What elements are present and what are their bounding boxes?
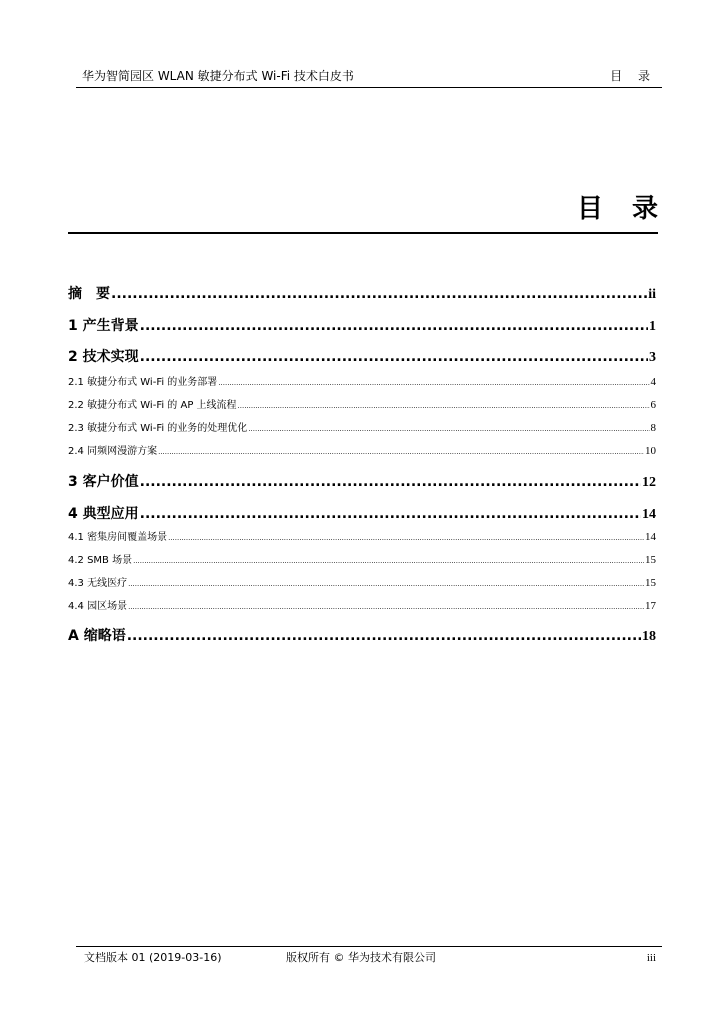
toc-leader-dots	[218, 375, 649, 391]
toc-leader-dots	[238, 398, 650, 414]
toc-leader-dots	[133, 553, 644, 569]
page-header	[76, 67, 662, 88]
toc-entry-label: 4.4 园区场景	[68, 601, 128, 612]
toc-entry[interactable]	[68, 284, 656, 304]
toc-entry-label: 4 典型应用	[68, 506, 139, 522]
toc-entry-label: 4.2 SMB 场景	[68, 555, 133, 566]
toc-leader-dots	[140, 472, 641, 492]
toc-entry-page: 12	[642, 475, 656, 490]
toc-entry[interactable]	[68, 598, 656, 614]
toc-leader-dots	[168, 530, 644, 546]
toc-leader-dots	[111, 284, 647, 304]
toc-leader-dots	[140, 316, 648, 336]
toc-entry-page: 14	[642, 507, 656, 522]
toc-leader-dots	[128, 576, 644, 592]
toc-entry[interactable]	[68, 575, 656, 591]
toc-entry-page: 15	[645, 577, 656, 589]
toc-entry-label: 3 客户价值	[68, 474, 139, 490]
toc-leader-dots	[128, 599, 644, 615]
toc-entry-page: 1	[649, 319, 656, 334]
toc-entry[interactable]	[68, 472, 656, 492]
toc-leader-dots	[140, 504, 641, 524]
toc-entry[interactable]	[68, 552, 656, 568]
toc-entry-label: 2.1 敏捷分布式 Wi-Fi 的业务部署	[68, 377, 218, 388]
toc-leader-dots	[127, 626, 641, 646]
toc-leader-dots	[248, 421, 649, 437]
toc-entry-page: ii	[648, 287, 656, 302]
header-doc-title: 华为智简园区 WLAN 敏捷分布式 Wi-Fi 技术白皮书	[82, 69, 354, 83]
toc-entry-label: 2.4 同频网漫游方案	[68, 446, 158, 457]
toc-entry-label: 4.3 无线医疗	[68, 578, 128, 589]
toc-entry-label: 2.3 敏捷分布式 Wi-Fi 的业务的处理优化	[68, 423, 248, 434]
toc-entry-page: 6	[650, 399, 656, 411]
toc-heading-text: 目 录	[576, 194, 668, 224]
footer-copyright: 版权所有 © 华为技术有限公司	[286, 951, 436, 964]
toc-entry-page: 14	[645, 531, 656, 543]
toc-entry[interactable]	[68, 374, 656, 390]
toc-entry-label: 2 技术实现	[68, 349, 139, 365]
footer-page-number: iii	[646, 952, 656, 964]
toc-entry-page: 4	[650, 376, 656, 388]
toc-entry-page: 3	[649, 350, 656, 365]
toc-entry[interactable]	[68, 626, 656, 646]
toc-entry[interactable]	[68, 443, 656, 459]
footer-version: 文档版本 01 (2019-03-16)	[84, 951, 222, 964]
toc-entry-label: 1 产生背景	[68, 318, 139, 334]
toc-entry-label: 摘 要	[68, 286, 110, 302]
toc-entry-label: A 缩略语	[68, 628, 126, 644]
toc-entry-page: 18	[642, 629, 656, 644]
toc-entry[interactable]	[68, 347, 656, 367]
toc-entry-page: 10	[645, 445, 656, 457]
toc-entry[interactable]	[68, 420, 656, 436]
toc-entry-label: 4.1 密集房间覆盖场景	[68, 532, 168, 543]
page-footer	[76, 946, 662, 967]
toc-entry-page: 15	[645, 554, 656, 566]
toc-entry[interactable]	[68, 316, 656, 336]
toc-entry[interactable]	[68, 504, 656, 524]
header-section: 目 录	[610, 69, 656, 83]
toc-leader-dots	[158, 444, 644, 460]
toc-heading	[68, 190, 668, 234]
toc-leader-dots	[140, 347, 648, 367]
toc-entry-page: 17	[645, 600, 656, 612]
toc-entry-label: 2.2 敏捷分布式 Wi-Fi 的 AP 上线流程	[68, 400, 237, 411]
toc-entry[interactable]	[68, 397, 656, 413]
toc-entry[interactable]	[68, 529, 656, 545]
toc-entry-page: 8	[650, 422, 656, 434]
